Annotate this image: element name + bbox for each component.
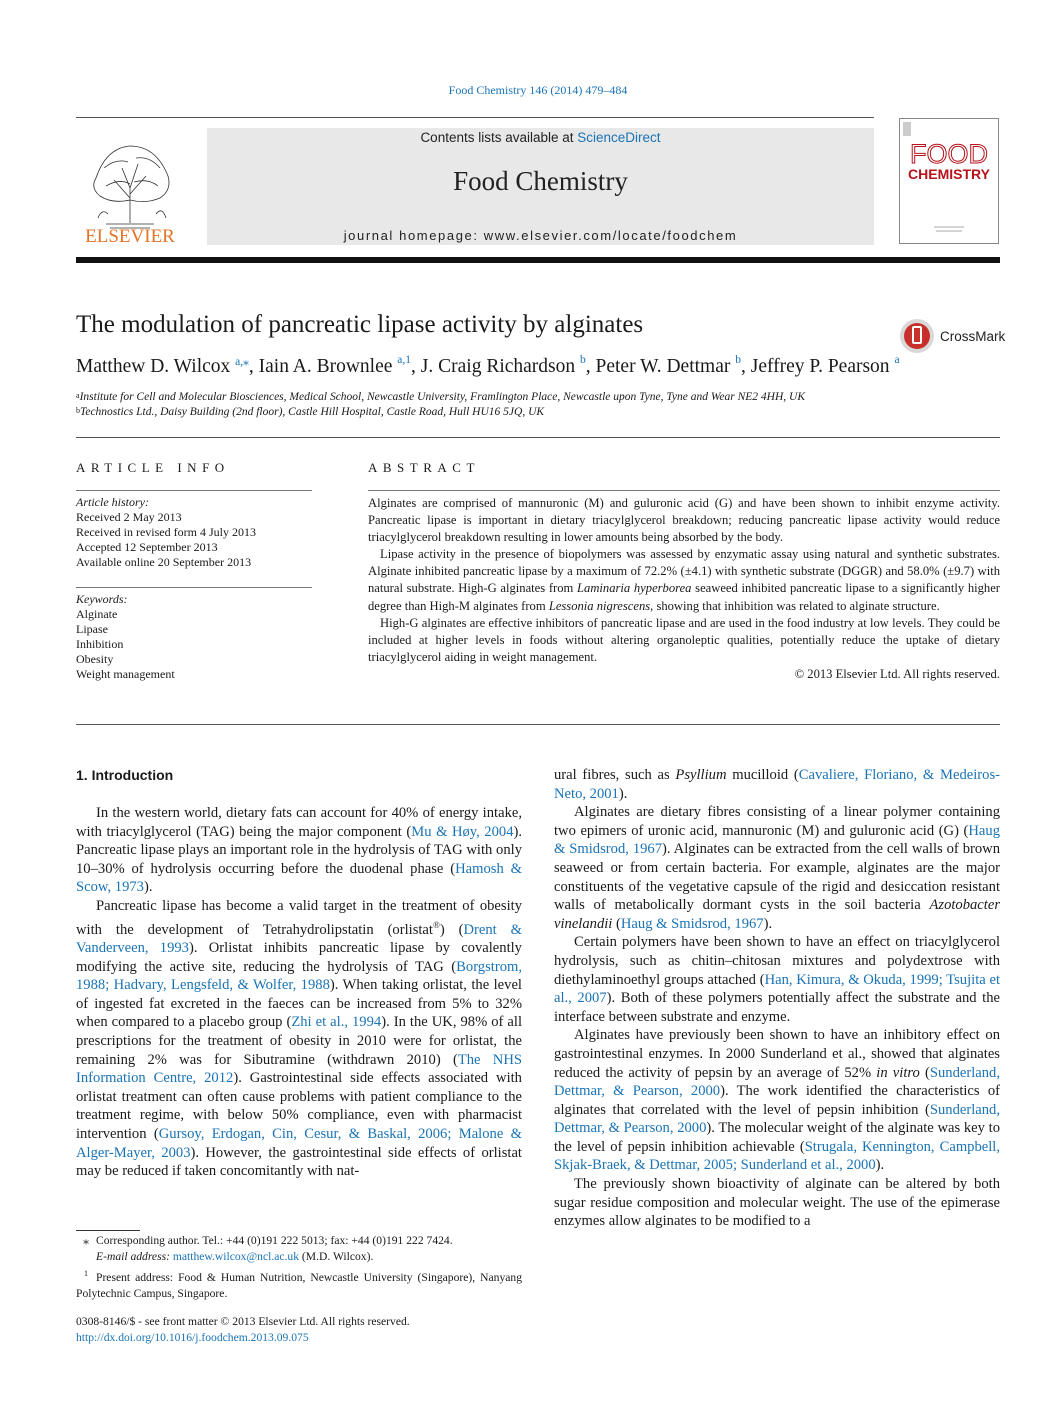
journal-reference-link[interactable]: Food Chemistry 146 (2014) 479–484 — [448, 83, 628, 97]
author[interactable]: J. Craig Richardson $^b$ — [420, 354, 586, 377]
email-link[interactable]: matthew.wilcox@ncl.ac.uk — [172, 1250, 300, 1264]
journal-homepage-link[interactable]: journal homepage: www.elsevier.com/locate/foodchem — [343, 228, 738, 243]
history-item: Received in revised form 4 July 2013 — [76, 525, 256, 539]
elsevier-tree-icon — [76, 128, 184, 246]
body-paragraph: Certain polymers have been shown to have an effect on triacylglycerol hydrolysis, such as chitin–chitosan mixtures and polydextrose with diethylaminoethyl groups attached (Han, Kimura, & Okuda, 1999; Tsujita et al., 2007). Both of these polymers potentially affect the substrate and the interface between substrate and enzyme. — [554, 934, 1000, 1025]
title-rule — [76, 437, 1000, 438]
keywords-label: Keywords: — [76, 592, 128, 606]
citation-link[interactable]: Gursoy, Erdogan, Cin, Cesur, & Baskal, 2006; Malone & Alger-Mayer, 2003 — [76, 1125, 522, 1161]
sciencedirect-link[interactable]: ScienceDirect — [577, 130, 661, 145]
citation-link[interactable]: Han, Kimura, & Okuda, 1999; Tsujita et al., 2007 — [554, 971, 1000, 1007]
body-left-column — [76, 804, 522, 1181]
history-label: Article history: — [76, 495, 149, 509]
citation-link[interactable]: Zhi et al., 1994 — [291, 1014, 382, 1031]
author[interactable]: Matthew D. Wilcox $^{a,⁎}$ — [76, 356, 249, 377]
author[interactable]: Iain A. Brownlee $^{a,1}$ — [258, 354, 412, 377]
svg-text:CHEMISTRY: CHEMISTRY — [908, 166, 990, 182]
keyword: Lipase — [76, 622, 108, 636]
abstract-heading: ABSTRACT — [368, 460, 480, 475]
citation-link[interactable]: Borgstrom, 1988; Hadvary, Lengsfeld, & Wolfer, 1988 — [76, 958, 522, 994]
citation-link[interactable]: Haug & Smidsrod, 1967 — [554, 822, 1000, 858]
author[interactable]: Peter W. Dettmar $^b$ — [595, 354, 741, 377]
article-identifiers — [76, 1314, 410, 1346]
footnote-rule — [76, 1230, 140, 1231]
body-paragraph: ural fibres, such as Psyllium mucilloid (Cavaliere, Floriano, & Medeiros-Neto, 2001). — [554, 767, 1000, 802]
citation-link[interactable]: Hamosh & Scow, 1973 — [76, 860, 522, 896]
body-paragraph: Alginates are dietary fibres consisting of a linear polymer containing two epimers of uronic acid, mannuronic (M) and guluronic acid (G) (Haug & Smidsrod, 1967). Alginates can be extracted from the cell walls of brown seaweed or from certain bacteria. For example, alginates are the major constituents of the vegetative capsule of the rigid and desiccation resistant walls of metabolically dormant cysts in the soil bacteria Azotobacter vinelandii (Haug & Smidsrod, 1967). — [554, 804, 1000, 932]
contents-prefix: Contents lists available at — [420, 130, 578, 145]
svg-text:ELSEVIER: ELSEVIER — [85, 226, 175, 246]
affiliation-b: $^b$Technostics Ltd., Daisy Building (2nd floor), Castle Hill Hospital, Castle Road, Hull HU16 5JQ, UK — [76, 406, 545, 418]
journal-cover-thumbnail[interactable] — [899, 118, 999, 244]
article-title: The modulation of pancreatic lipase activity by alginates — [76, 311, 644, 338]
article-info-heading: ARTICLE INFO — [76, 460, 230, 475]
citation-link[interactable]: Sunderland, Dettmar, & Pearson, 2000 — [554, 1101, 1000, 1137]
header-thick-rule — [76, 257, 1000, 263]
history-item: Received 2 May 2013 — [76, 510, 182, 524]
header-rule — [76, 117, 874, 118]
body-paragraph: Pancreatic lipase has become a valid target in the treatment of obesity with the development of Tetrahydrolipstatin (orlistat®) (Drent & Vanderveen, 1993). Orlistat inhibits pancreatic lipase by covalently modifying the active site, reducing the hydrolysis of TAG (Borgstrom, 1988; Hadvary, Lengsfeld, & Wolfer, 1988). When taking orlistat, the level of ingested fat excreted in the faeces can be increased from 5% to 32% when compared to a placebo group (Zhi et al., 1994). In the UK, 98% of all prescriptions for the treatment of obesity in 2010 were for orlistat, the remaining 2% was for Sibutramine (withdrawn 2010) (The NHS Information Centre, 2012). Gastrointestinal side effects associated with orlistat treatment can often cause problems with patient compliance to the treatment regime, with below 50% compliance, even with pharmacist intervention (Gursoy, Erdogan, Cin, Cesur, & Baskal, 2006; Malone & Alger-Mayer, 2003). However, the gastrointestinal side effects of orlistat may be reduced if taken concomitantly with nat- — [76, 897, 523, 1180]
citation-link[interactable]: Drent & Vanderveen, 1993 — [76, 921, 523, 957]
keyword: Weight management — [76, 667, 175, 681]
citation-link[interactable]: The NHS Information Centre, 2012 — [76, 1051, 522, 1087]
abstract-paragraph: High-G alginates are effective inhibitors of pancreatic lipase and are used in the food industry at low levels. They could be included at higher levels in foods without altering organoleptic qualities, potentially reduce the uptake of dietary triacylglycerol aiding in weight management. — [368, 615, 1000, 664]
elsevier-logo — [76, 128, 184, 246]
abstract-paragraph: Alginates are comprised of mannuronic (M) and guluronic acid (G) and have been shown to inhibit enzyme activity. Pancreatic lipase is important in dietary triacylglycerol breakdown; reducing pancreatic lipase activity would reduce triacylglycerol breakdown resulting in lower amounts being absorbed by the body. — [368, 496, 1000, 545]
abstract-rule — [368, 490, 1000, 491]
journal-title: Food Chemistry — [453, 166, 628, 196]
citation-link[interactable]: Haug & Smidsrod, 1967 — [620, 915, 764, 932]
copyright: © 2013 Elsevier Ltd. All rights reserved. — [794, 666, 1000, 681]
author[interactable]: Jeffrey P. Pearson $^a$ — [750, 354, 900, 377]
abstract-paragraph: Lipase activity in the presence of biopolymers was assessed by enzymatic assay using natural and synthetic substrates. Alginate inhibited pancreatic lipase by a maximum of 72.2% (±4.1) with synthetic substrate (DGGR) and 58.0% (±9.7) with natural substrate. High-G alginates from Laminaria hyperborea seaweed inhibited pancreatic lipase to a significantly higher degree than High-M alginates from Lessonia nigrescens, showing that inhibition was related to alginate structure. — [368, 547, 1000, 613]
affiliation-a: $^a$Institute for Cell and Molecular Biosciences, Medical School, Newcastle University, Framlington Place, Newcastle upon Tyne, Tyne and Wear NE2 4HH, UK — [76, 391, 806, 403]
cover-image — [900, 119, 998, 243]
body-paragraph: Alginates have previously been shown to have an inhibitory effect on gastrointestinal enzymes. In 2000 Sunderland et al., showed that alginates reduced the activity of pepsin by an average of 52% in vitro (Sunderland, Dettmar, & Pearson, 2000). The work identified the characteristics of alginates that correlated with the level of pepsin inhibition (Sunderland, Dettmar, & Pearson, 2000). The molecular weight of the alginate was key to the level of pepsin inhibition achievable (Strugala, Kennington, Campbell, Skjak-Braek, & Dettmar, 2005; Sunderland et al., 2000). — [554, 1027, 1001, 1174]
crossmark-icon — [899, 317, 1009, 355]
keyword: Alginate — [76, 607, 118, 621]
keyword: Inhibition — [76, 637, 124, 651]
citation-link[interactable]: Sunderland, Dettmar, & Pearson, 2000 — [554, 1064, 1000, 1100]
citation-link[interactable]: Cavaliere, Floriano, & Medeiros-Neto, 2001 — [554, 767, 1000, 802]
history-item: Available online 20 September 2013 — [76, 555, 252, 569]
citation-link[interactable]: Mu & Høy, 2004 — [411, 823, 514, 840]
citation-link[interactable]: Strugala, Kennington, Campbell, Skjak-Braek, & Dettmar, 2005; Sunderland et al., 2000 — [554, 1138, 1000, 1174]
body-paragraph: In the western world, dietary fats can account for 40% of energy intake, with triacylglycerol (TAG) being the major component (Mu & Høy, 2004). Pancreatic lipase plays an important role in the hydrolysis of TAG with only 10–30% of hydrolysis occurring before the duodenal phase (Hamosh & Scow, 1973). — [76, 805, 523, 896]
footnote-corresponding: ⁎ Corresponding author. Tel.: +44 (0)191 222 5013; fax: +44 (0)191 222 7424. E-mail address: matthew.wilcox@ncl.ac.uk (M.D. Wilcox). — [83, 1234, 453, 1264]
crossmark-button[interactable] — [899, 317, 1009, 355]
contents-line — [207, 130, 874, 145]
history-item: Accepted 12 September 2013 — [76, 540, 218, 554]
keywords-rule — [76, 587, 312, 588]
footnote-present-address: $^1$ Present address: Food & Human Nutrition, Newcastle University (Singapore), Nanyang Polytechnic Campus, Singapore. — [76, 1269, 522, 1301]
body-paragraph: The previously shown bioactivity of alginate can be altered by both sugar residue composition and molecular weight. The use of the epimerase enzymes allow alginates to be modified to a — [554, 1176, 1000, 1230]
section-heading-introduction: 1. Introduction — [76, 767, 174, 783]
issn-line: 0308-8146/$ - see front matter © 2013 Elsevier Ltd. All rights reserved. — [76, 1315, 410, 1328]
doi-link[interactable]: http://dx.doi.org/10.1016/j.foodchem.2013.09.075 — [76, 1331, 309, 1344]
abstract-bottom-rule — [76, 724, 1000, 725]
article-info-rule — [76, 490, 312, 491]
svg-text:FOOD: FOOD — [910, 139, 988, 169]
body-right-column — [554, 766, 1000, 1231]
author-list: Matthew D. Wilcox $^{a,⁎}$, Iain A. Brownlee $^{a,1}$, J. Craig Richardson $^b$, Peter W. Dettmar $^b$, Jeffrey P. Pearson $^a$ — [76, 354, 900, 377]
keyword: Obesity — [76, 652, 114, 666]
abstract-body — [368, 495, 1000, 683]
svg-text:CrossMark: CrossMark — [940, 329, 1006, 344]
